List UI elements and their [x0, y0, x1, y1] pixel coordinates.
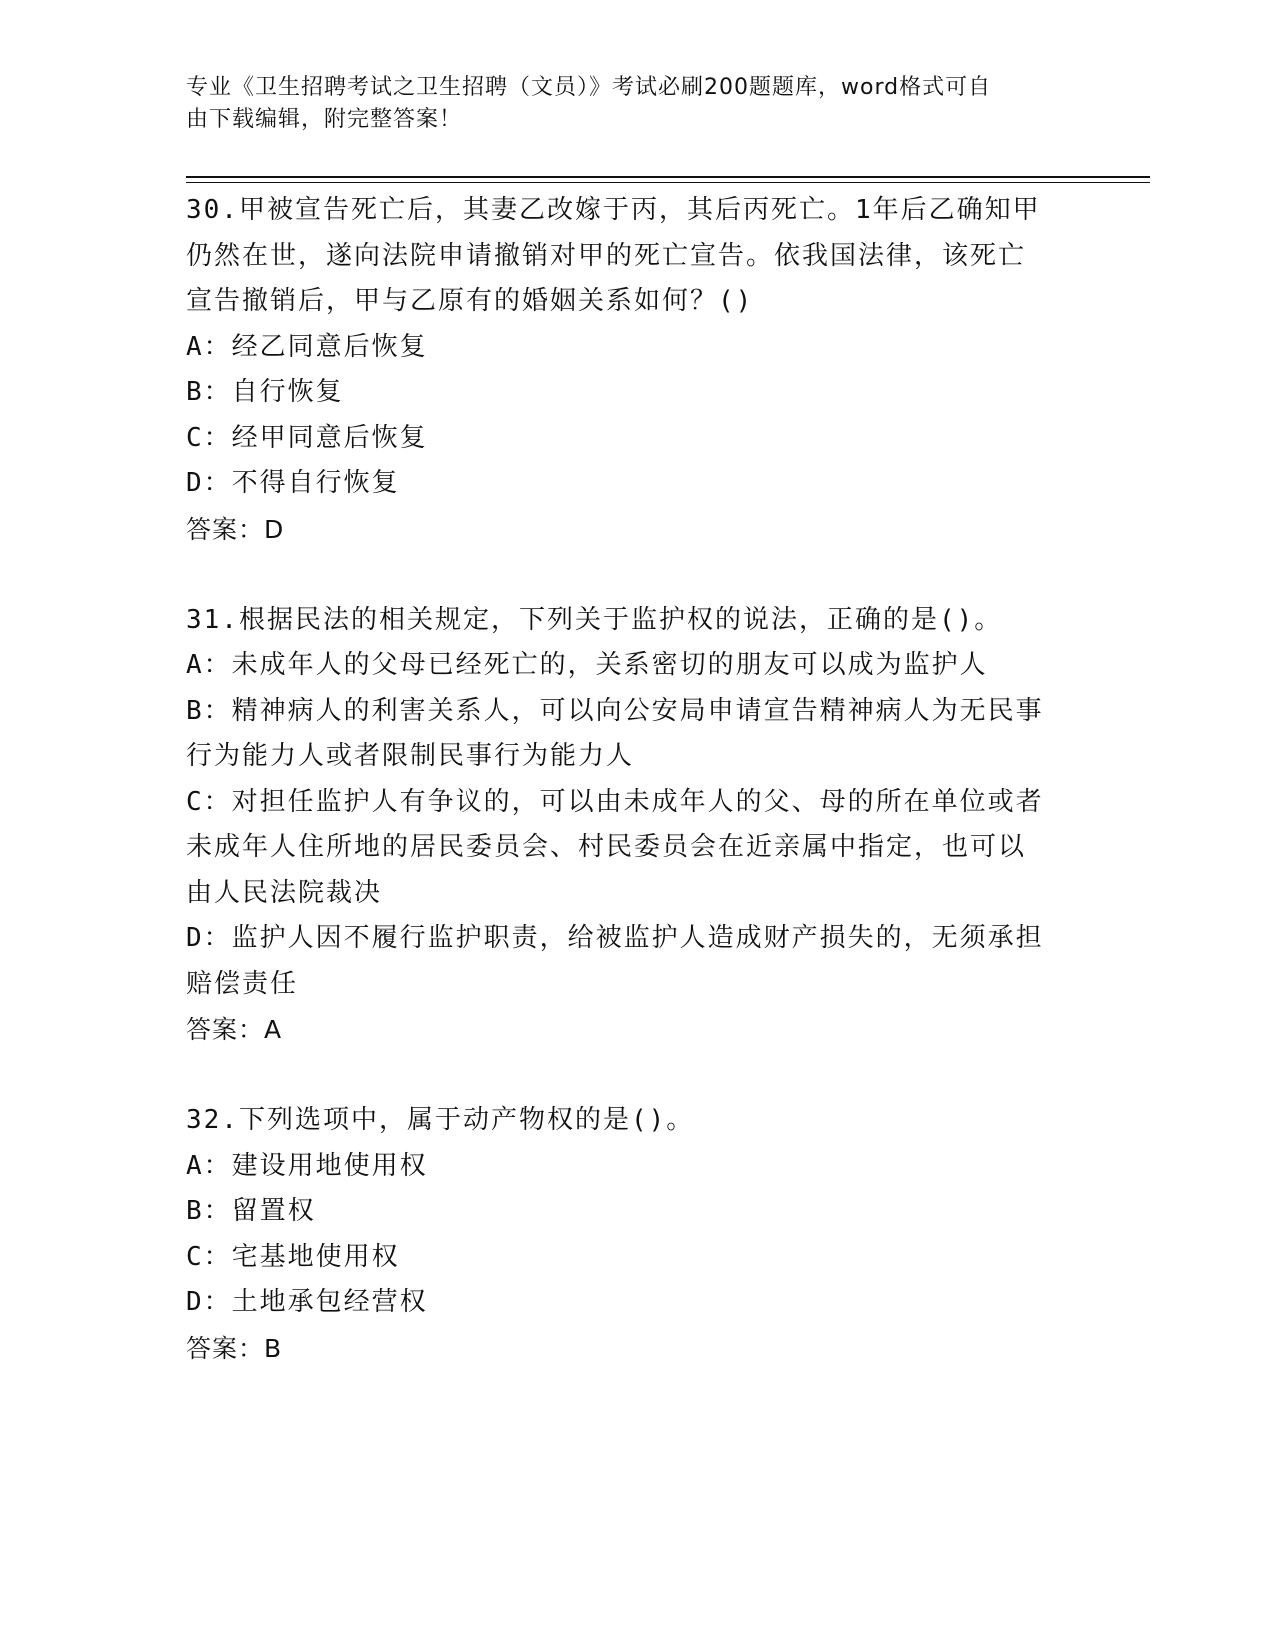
- option-b: B：留置权: [186, 1196, 316, 1226]
- option-c-continued: 未成年人住所地的居民委员会、村民委员会在近亲属中指定，也可以: [186, 832, 1027, 862]
- option-d-continued: 赔偿责任: [186, 968, 299, 999]
- question-stem-line: 31.根据民法的相关规定，下列关于监护权的说法，正确的是()。: [186, 604, 1003, 635]
- option-d: D：不得自行恢复: [186, 468, 400, 498]
- header-divider-thin: [186, 182, 1150, 183]
- option-d: D：土地承包经营权: [186, 1287, 428, 1317]
- header-divider-thick: [186, 176, 1150, 178]
- answer-label: 答案：B: [186, 1333, 283, 1363]
- question-list: [186, 188, 1086, 1371]
- answer-label: 答案：A: [186, 1015, 283, 1044]
- question-stem-line: 仍然在世，遂向法院申请撤销对甲的死亡宣告。依我国法律，该死亡: [186, 240, 1027, 271]
- question-stem-line: 宣告撤销后，甲与乙原有的婚姻关系如何？(): [186, 286, 754, 316]
- question-31: [186, 598, 1086, 1053]
- question-30: [186, 188, 1086, 552]
- option-d: D：监护人因不履行监护职责，给被监护人造成财产损失的，无须承担: [186, 923, 1044, 953]
- option-b: B：自行恢复: [186, 377, 344, 407]
- option-b-continued: 行为能力人或者限制民事行为能力人: [186, 741, 635, 771]
- option-a: A：建设用地使用权: [186, 1150, 428, 1181]
- option-a: A：经乙同意后恢复: [186, 331, 428, 362]
- option-c: C：对担任监护人有争议的，可以由未成年人的父、母的所在单位或者: [186, 786, 1044, 817]
- option-c: C：宅基地使用权: [186, 1241, 400, 1272]
- option-c-continued: 由人民法院裁决: [186, 877, 383, 908]
- option-c: C：经甲同意后恢复: [186, 422, 428, 453]
- document-header: [186, 72, 1066, 136]
- question-stem-line: 32.下列选项中，属于动产物权的是()。: [186, 1105, 695, 1135]
- header-line-2: 由下载编辑，附完整答案！: [186, 107, 463, 132]
- header-line-1: 专业《卫生招聘考试之卫生招聘（文员）》考试必刷200题题库，word格式可自: [186, 75, 992, 100]
- option-a: A：未成年人的父母已经死亡的，关系密切的朋友可以成为监护人: [186, 650, 988, 680]
- option-b: B：精神病人的利害关系人，可以向公安局申请宣告精神病人为无民事: [186, 695, 1044, 726]
- question-32: [186, 1098, 1086, 1371]
- question-stem-line: 30.甲被宣告死亡后，其妻乙改嫁于丙，其后丙死亡。1年后乙确知甲: [186, 195, 1041, 225]
- answer-label: 答案：D: [186, 514, 285, 544]
